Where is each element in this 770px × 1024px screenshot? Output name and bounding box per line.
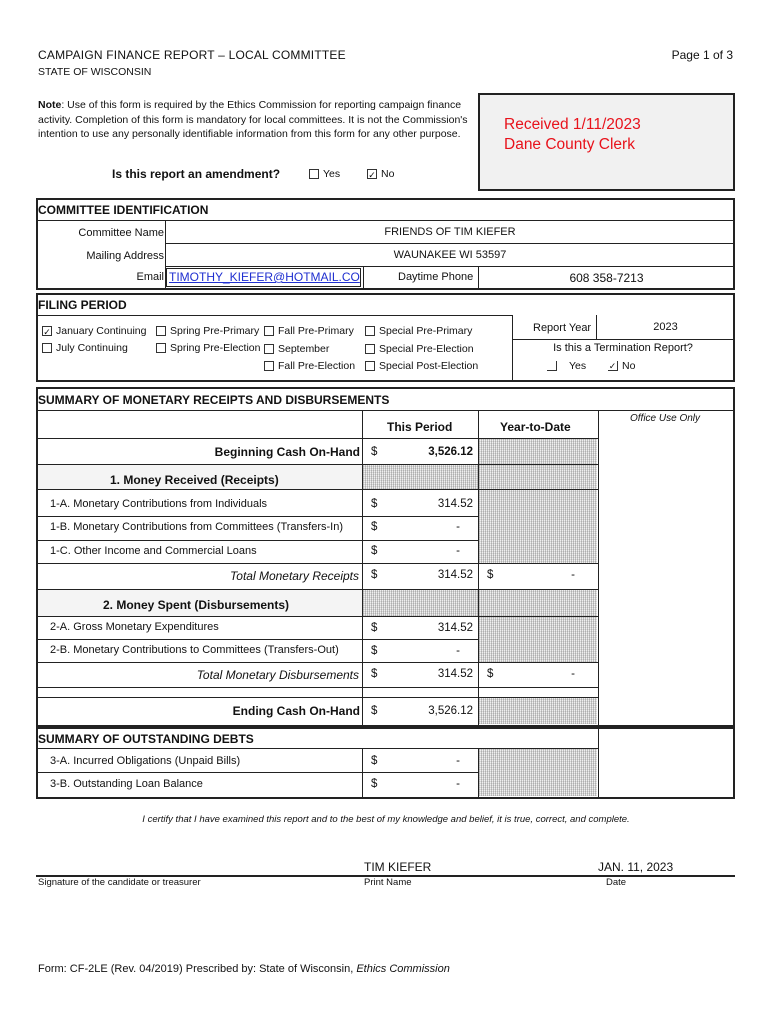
filing-option-jan[interactable] — [42, 325, 146, 337]
footer-text: Form: CF-2LE (Rev. 04/2019) Prescribed by: State of Wisconsin, — [38, 963, 357, 975]
mailing-address-label: Mailing Address — [86, 250, 164, 262]
date-value[interactable]: JAN. 11, 2023 — [598, 860, 674, 874]
row-3a-value[interactable]: - — [456, 755, 460, 767]
page-number: Page 1 of 3 — [671, 48, 733, 62]
special-pre-primary-checkbox[interactable] — [365, 326, 375, 336]
received-stamp — [504, 115, 641, 155]
filing-option-special-pre-election[interactable] — [365, 343, 474, 355]
filing-option-fall-pre-primary[interactable] — [264, 325, 354, 337]
col-this-period: This Period — [387, 420, 453, 434]
signature-label: Signature of the candidate or treasurer — [38, 877, 201, 888]
row-3a-label: 3-A. Incurred Obligations (Unpaid Bills) — [50, 755, 241, 767]
certification-text: I certify that I have examined this report and to the best of my knowledge and belief, it is true, correct, and complete. — [142, 814, 630, 825]
row-2a-value[interactable]: 314.52 — [437, 622, 473, 634]
spring-pre-primary-label: Spring Pre-Primary — [170, 325, 260, 337]
note-body: : Use of this form is required by the Ethics Commission for reporting campaign finance activity. Completion of this form is mandatory for local committees. It is not the Commission's intention to use any personally identifiable information from this form for any other purpose. — [38, 99, 468, 140]
total-receipts-ytd-currency: $ — [487, 569, 494, 581]
daytime-phone-label: Daytime Phone — [398, 271, 474, 283]
report-year-label: Report Year — [533, 322, 592, 334]
termination-yes-label: Yes — [569, 360, 587, 372]
termination-yes[interactable] — [547, 360, 586, 372]
termination-no[interactable] — [608, 360, 635, 372]
total-receipts-ytd[interactable]: - — [571, 569, 575, 581]
stamp-line-2: Dane County Clerk — [504, 136, 635, 153]
total-disb-currency: $ — [371, 668, 378, 680]
amendment-no[interactable] — [367, 168, 394, 180]
filing-section-title: FILING PERIOD — [38, 298, 127, 312]
col-ytd: Year-to-Date — [500, 420, 571, 434]
total-receipts-label: Total Monetary Receipts — [230, 569, 359, 583]
row-1b-value[interactable]: - — [456, 521, 460, 533]
row-3b-currency: $ — [371, 778, 378, 790]
jan-checkbox[interactable]: ✓ — [43, 327, 51, 338]
special-post-election-checkbox[interactable] — [365, 361, 375, 371]
total-receipts-currency: $ — [371, 569, 378, 581]
total-disbursements-value[interactable]: 314.52 — [437, 668, 473, 680]
jul-label: July Continuing — [56, 342, 128, 354]
total-disbursements-label: Total Monetary Disbursements — [196, 668, 359, 682]
fall-pre-election-label: Fall Pre-Election — [278, 360, 356, 372]
debts-section-title: SUMMARY OF OUTSTANDING DEBTS — [38, 732, 254, 746]
row-1b-currency: $ — [371, 521, 378, 533]
special-pre-election-label: Special Pre-Election — [379, 343, 474, 355]
committee-name-field[interactable]: FRIENDS OF TIM KIEFER — [384, 226, 516, 238]
email-field[interactable]: TIMOTHY_KIEFER@HOTMAIL.CO — [166, 268, 361, 287]
september-checkbox[interactable] — [264, 344, 274, 354]
spring-pre-election-checkbox[interactable] — [156, 343, 166, 353]
total-disb-ytd-currency: $ — [487, 668, 494, 680]
committee-name-label: Committee Name — [78, 227, 164, 239]
mailing-address-field[interactable]: WAUNAKEE WI 53597 — [393, 249, 507, 261]
ending-cash-label: Ending Cash On-Hand — [232, 704, 360, 718]
special-post-election-label: Special Post-Election — [379, 360, 479, 372]
note-label: Note — [38, 99, 62, 111]
receipts-heading: 1. Money Received (Receipts) — [110, 473, 279, 487]
total-disbursements-ytd[interactable]: - — [571, 668, 575, 680]
email-label: Email — [136, 271, 164, 283]
september-label: September — [278, 343, 330, 355]
row-2b-label: 2-B. Monetary Contributions to Committees (Transfers-Out) — [50, 644, 339, 656]
row-1a-currency: $ — [371, 498, 378, 510]
amendment-yes[interactable] — [309, 168, 340, 180]
filing-option-jul[interactable] — [42, 342, 128, 354]
filing-option-fall-pre-election[interactable] — [264, 360, 355, 372]
note-text — [38, 98, 476, 142]
row-1c-currency: $ — [371, 545, 378, 557]
report-year-field[interactable]: 2023 — [653, 321, 678, 333]
spring-pre-election-label: Spring Pre-Election — [170, 342, 261, 354]
beginning-cash-value[interactable]: 3,526.12 — [428, 446, 473, 458]
termination-yes-checkbox[interactable] — [547, 361, 557, 371]
filing-option-special-post-election[interactable] — [365, 360, 478, 372]
special-pre-primary-label: Special Pre-Primary — [379, 325, 473, 337]
filing-option-special-pre-primary[interactable] — [365, 325, 472, 337]
amendment-no-checkbox[interactable]: ✓ — [368, 170, 376, 181]
row-1a-value[interactable]: 314.52 — [437, 498, 473, 510]
amendment-no-label: No — [381, 168, 395, 180]
beginning-cash-currency: $ — [371, 446, 378, 458]
special-pre-election-checkbox[interactable] — [365, 344, 375, 354]
fall-pre-primary-checkbox[interactable] — [264, 326, 274, 336]
form-footer — [38, 963, 450, 975]
jan-label: January Continuing — [56, 325, 147, 337]
row-1c-value[interactable]: - — [456, 545, 460, 557]
print-name-value[interactable]: TIM KIEFER — [364, 860, 432, 874]
row-2b-value[interactable]: - — [456, 645, 460, 657]
filing-option-september[interactable] — [264, 343, 329, 355]
filing-option-spring-pre-election[interactable] — [156, 342, 260, 354]
summary-section-title: SUMMARY OF MONETARY RECEIPTS AND DISBURSEMENTS — [38, 393, 390, 407]
beginning-cash-label: Beginning Cash On-Hand — [214, 445, 360, 459]
daytime-phone-field[interactable]: 608 358-7213 — [569, 271, 644, 285]
date-label: Date — [606, 877, 627, 888]
row-3a-currency: $ — [371, 755, 378, 767]
print-name-label: Print Name — [364, 877, 412, 888]
row-2a-currency: $ — [371, 622, 378, 634]
row-3b-label: 3-B. Outstanding Loan Balance — [50, 778, 203, 790]
termination-question: Is this a Termination Report? — [553, 342, 693, 354]
amendment-yes-checkbox[interactable] — [309, 169, 319, 179]
fall-pre-primary-label: Fall Pre-Primary — [278, 325, 354, 337]
amendment-question: Is this report an amendment? — [112, 167, 281, 181]
amendment-yes-label: Yes — [323, 168, 341, 180]
summary-office-use-label: Office Use Only — [630, 413, 701, 424]
spent-heading: 2. Money Spent (Disbursements) — [103, 598, 290, 612]
row-2b-currency: $ — [371, 645, 378, 657]
ending-cash-value[interactable]: 3,526.12 — [428, 705, 473, 717]
row-3b-value[interactable]: - — [456, 778, 460, 790]
stamp-line-1: Received 1/11/2023 — [504, 116, 641, 133]
form-title: CAMPAIGN FINANCE REPORT – LOCAL COMMITTEE — [38, 48, 346, 62]
spring-pre-primary-checkbox[interactable] — [156, 326, 166, 336]
row-1b-label: 1-B. Monetary Contributions from Committees (Transfers-In) — [50, 521, 344, 533]
committee-section-title: COMMITTEE IDENTIFICATION — [38, 203, 209, 217]
fall-pre-election-checkbox[interactable] — [264, 361, 274, 371]
jul-checkbox[interactable] — [42, 343, 52, 353]
termination-no-label: No — [622, 360, 636, 372]
form-subtitle: STATE OF WISCONSIN — [38, 66, 152, 78]
row-1c-label: 1-C. Other Income and Commercial Loans — [50, 545, 257, 557]
ending-cash-currency: $ — [371, 705, 378, 717]
office-use-box — [478, 93, 735, 191]
row-1a-label: 1-A. Monetary Contributions from Individuals — [50, 498, 268, 510]
footer-agency: Ethics Commission — [356, 963, 450, 975]
row-2a-label: 2-A. Gross Monetary Expenditures — [50, 621, 219, 633]
termination-no-checkbox[interactable]: ✓ — [608, 361, 617, 372]
filing-option-spring-pre-primary[interactable] — [156, 325, 259, 337]
total-receipts-value[interactable]: 314.52 — [437, 569, 473, 581]
